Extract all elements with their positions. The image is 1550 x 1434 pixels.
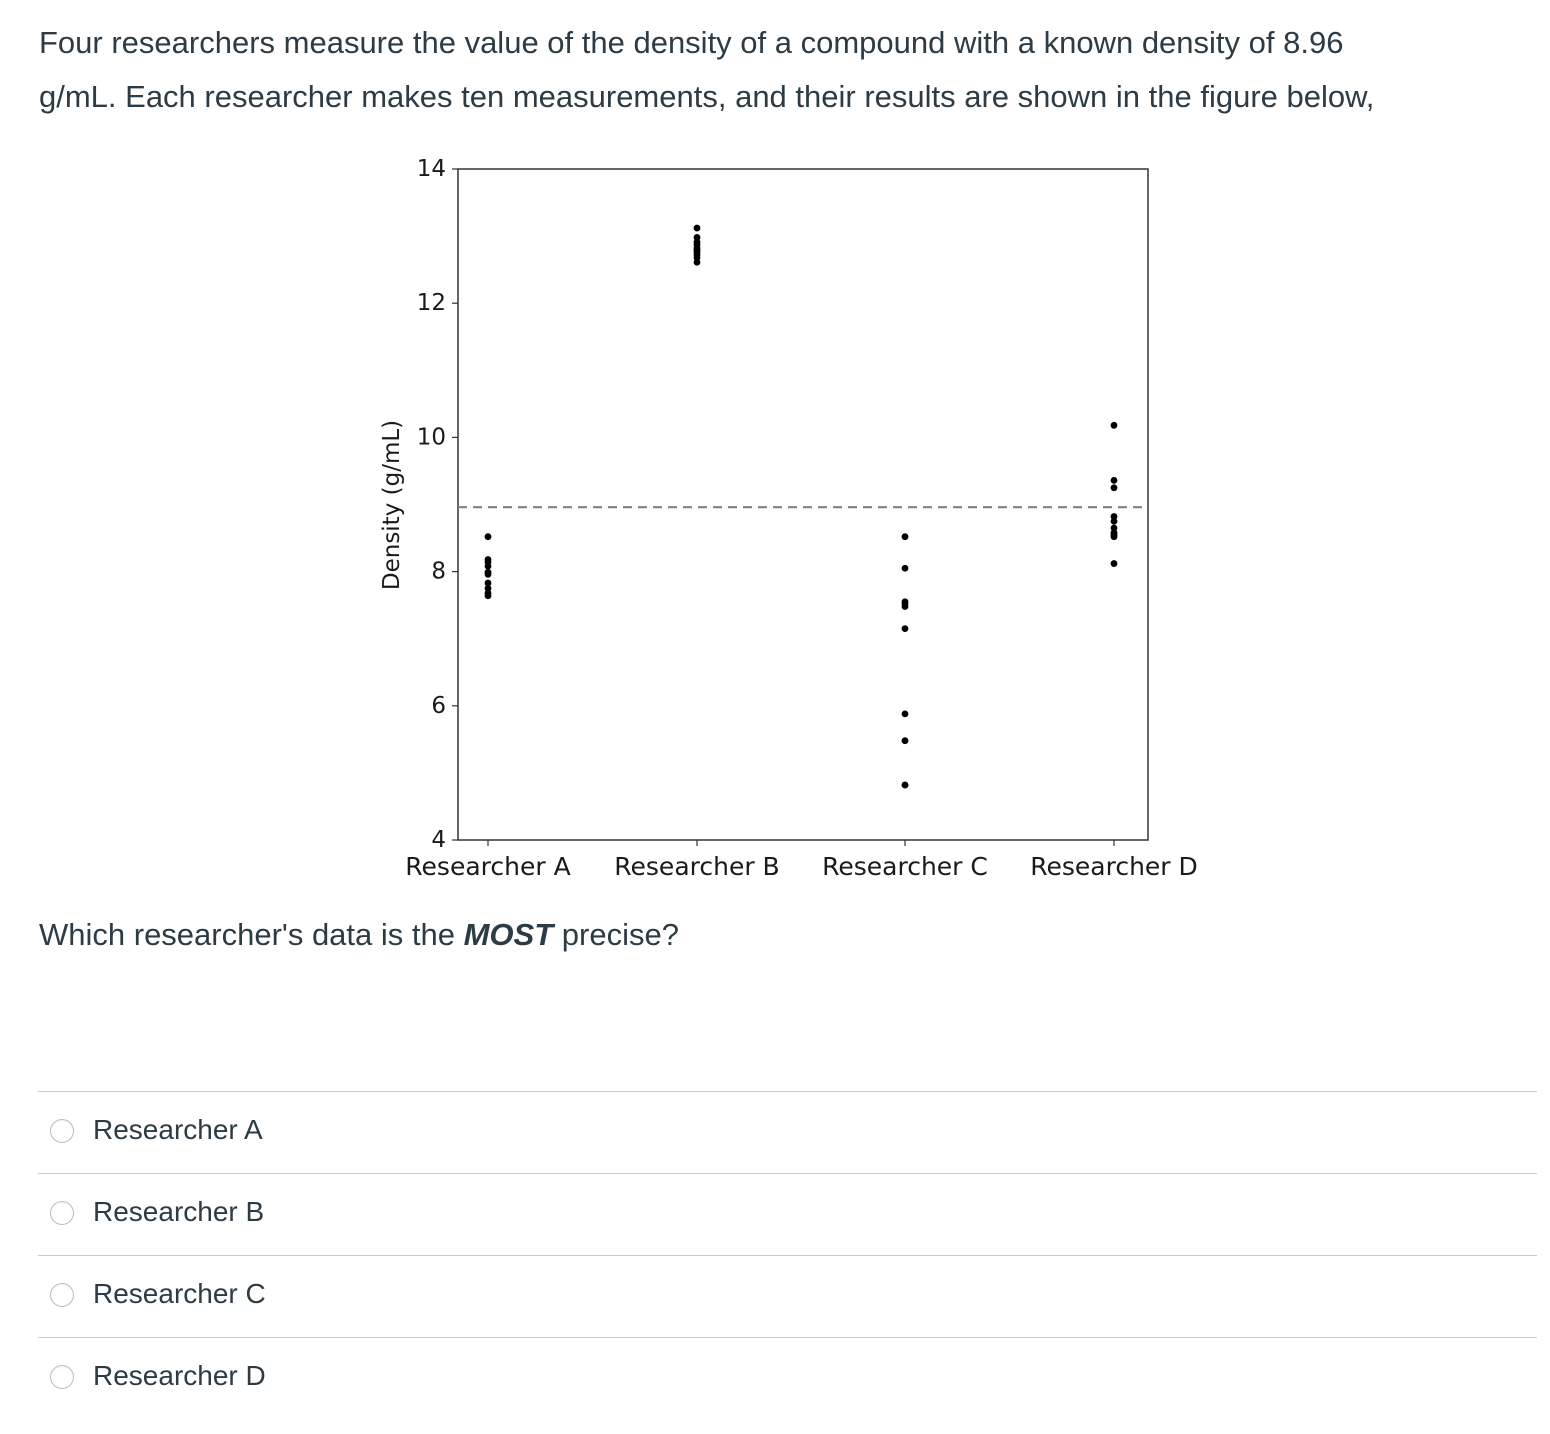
radio-button-icon[interactable]: [50, 1201, 74, 1225]
question-line-1: Four researchers measure the value of the density of a compound with a known density of 8.96: [39, 25, 1344, 60]
radio-button-icon[interactable]: [50, 1283, 74, 1307]
data-point: [902, 565, 909, 572]
data-point: [902, 782, 909, 789]
data-point: [1111, 518, 1118, 525]
answer-label: Researcher C: [93, 1278, 266, 1309]
data-point: [1111, 477, 1118, 484]
data-point: [902, 737, 909, 744]
x-tick-label: Researcher C: [822, 852, 988, 881]
data-point: [694, 259, 701, 266]
data-point: [1111, 422, 1118, 429]
answer-label: Researcher A: [93, 1114, 263, 1145]
data-point: [485, 571, 492, 578]
prompt-after: precise?: [553, 917, 679, 952]
y-tick-label: 4: [431, 827, 446, 853]
answer-option-b[interactable]: [38, 1173, 1537, 1255]
data-point: [1111, 560, 1118, 567]
prompt-emphasis: MOST: [463, 917, 554, 952]
y-tick-label: 12: [416, 290, 446, 317]
data-point: [902, 603, 909, 610]
data-point: [694, 225, 701, 232]
data-point: [485, 533, 492, 540]
question-line-2: g/mL. Each researcher makes ten measurements, and their results are shown in the figure below,: [39, 79, 1375, 114]
answer-option-a[interactable]: [38, 1091, 1537, 1173]
answer-label: Researcher D: [93, 1360, 266, 1391]
prompt-text: [39, 908, 679, 962]
y-tick-label: 8: [431, 558, 446, 585]
radio-button-icon[interactable]: [50, 1119, 74, 1143]
data-point: [902, 710, 909, 717]
x-tick-label: Researcher A: [405, 852, 571, 881]
x-tick-label: Researcher D: [1030, 852, 1198, 881]
y-tick-label: 6: [431, 692, 446, 719]
y-tick-label: 10: [416, 424, 446, 451]
y-axis-label: Density (g/mL): [379, 419, 405, 591]
answer-option-c[interactable]: [38, 1255, 1537, 1337]
data-point: [485, 563, 492, 570]
data-point: [1111, 533, 1118, 540]
answer-option-d[interactable]: [38, 1337, 1537, 1419]
data-point: [902, 533, 909, 540]
data-point: [1111, 484, 1118, 491]
prompt-before: Which researcher's data is the: [39, 917, 464, 952]
data-point: [902, 625, 909, 632]
x-tick-label: Researcher B: [614, 852, 780, 881]
answer-label: Researcher B: [93, 1196, 265, 1227]
answer-list: [38, 1091, 1537, 1419]
plot-frame: [458, 169, 1148, 840]
radio-button-icon[interactable]: [50, 1365, 74, 1389]
data-point: [485, 592, 492, 599]
y-tick-label: 14: [416, 156, 446, 182]
